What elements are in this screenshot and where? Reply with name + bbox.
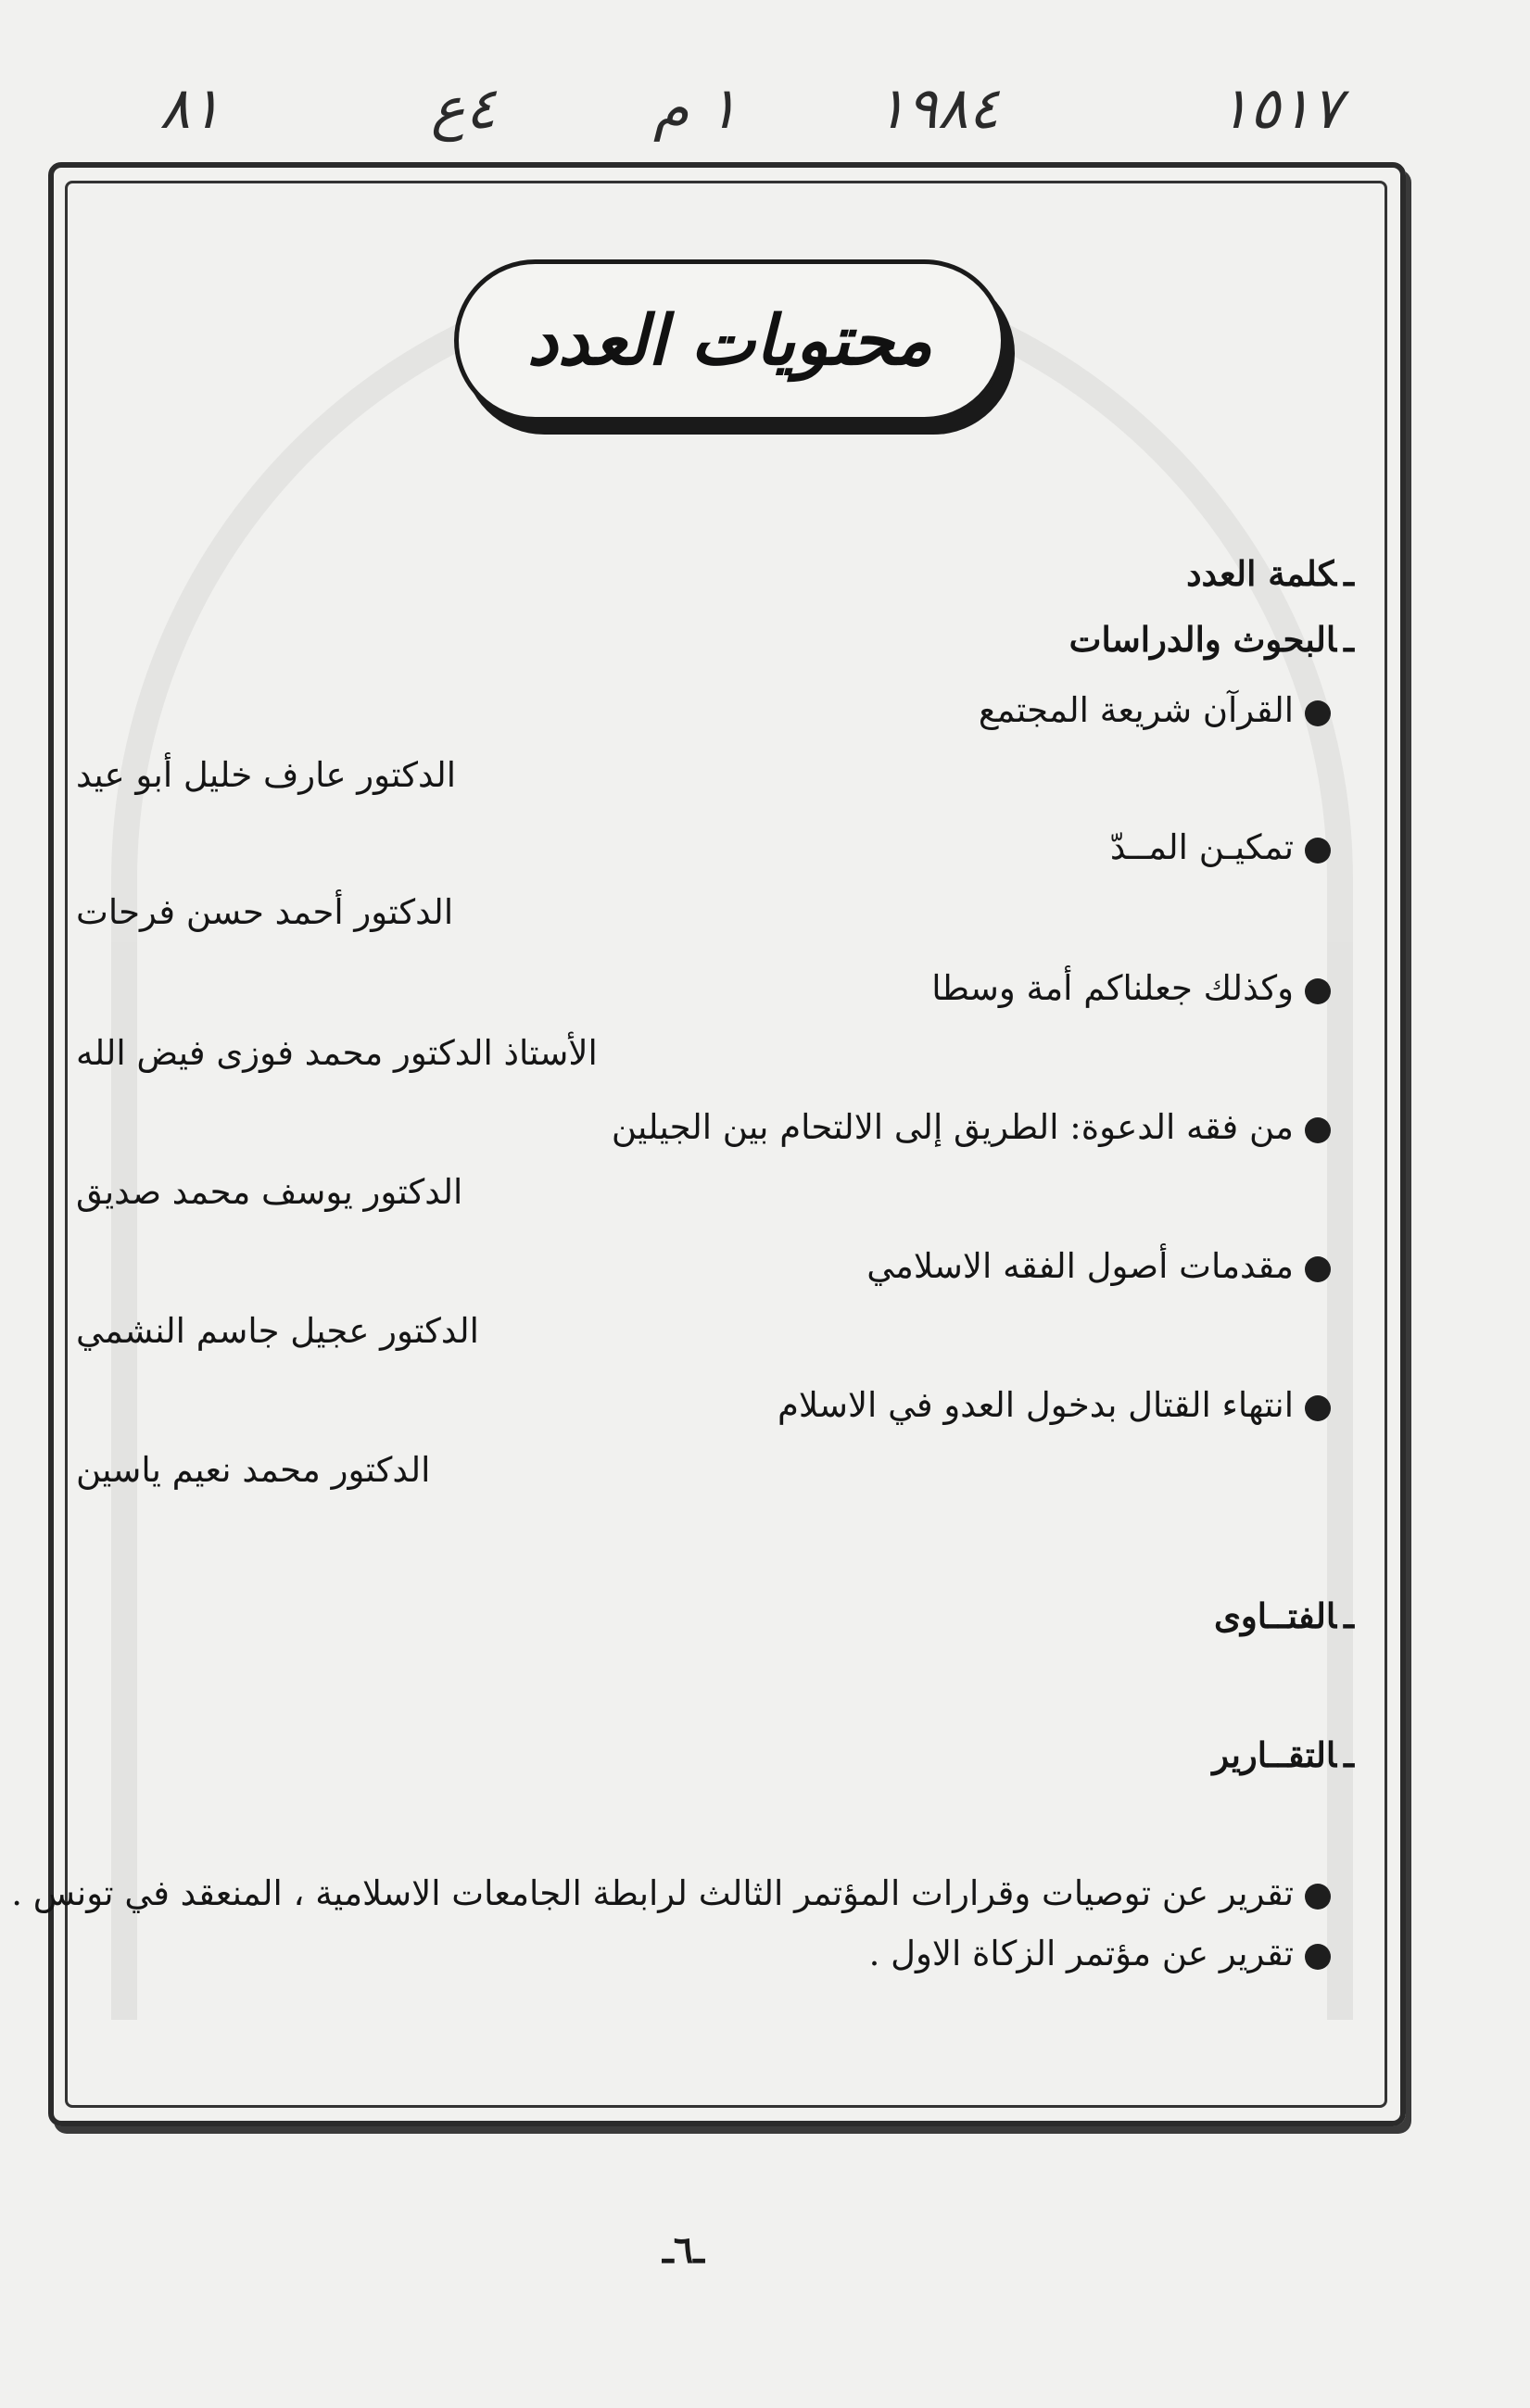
- report-item: [869, 1934, 1331, 1973]
- handwritten-note-mid-right: ١٩٨٤: [876, 74, 1000, 142]
- bullet-icon: [1305, 1256, 1331, 1282]
- bullet-icon: [1305, 1944, 1331, 1970]
- title-cartouche: [454, 259, 1005, 422]
- section-reports-label: التقــارير: [1212, 1734, 1337, 1775]
- handwritten-note-left: ٨١: [159, 74, 221, 142]
- article-title-text: وكذلك جعلناكم أمة وسطا: [931, 968, 1294, 1008]
- article-title-text: القرآن شريعة المجتمع: [978, 690, 1294, 730]
- article-author: الدكتور أحمد حسن فرحات: [76, 892, 454, 932]
- page-title: محتويات العدد: [526, 300, 933, 381]
- article-title: [931, 968, 1331, 1008]
- article-author: الدكتور محمد نعيم ياسين: [76, 1450, 431, 1490]
- report-item: [11, 1873, 1331, 1913]
- article-title: [1110, 827, 1331, 867]
- article-author: الدكتور يوسف محمد صديق: [76, 1172, 463, 1212]
- article-title: [612, 1107, 1331, 1147]
- article-title-text: مقدمات أصول الفقه الاسلامي: [866, 1246, 1294, 1286]
- section-fatwas-label: الفتــاوى: [1213, 1595, 1337, 1636]
- article-author: الأستاذ الدكتور محمد فوزى فيض الله: [76, 1033, 598, 1073]
- handwritten-note-middle: ١ م: [653, 74, 739, 142]
- bullet-icon: [1305, 700, 1331, 726]
- section-dash: ـ: [1344, 619, 1354, 660]
- page-number: ـ٦ـ: [663, 2228, 704, 2272]
- section-fatwas: [1214, 1595, 1354, 1636]
- article-title-text: من فقه الدعوة: الطريق إلى الالتحام بين الجيلين: [611, 1107, 1294, 1147]
- section-research: [1069, 619, 1354, 660]
- report-item-text: تقرير عن مؤتمر الزكاة الاول .: [868, 1934, 1294, 1973]
- bullet-icon: [1305, 1117, 1331, 1143]
- handwritten-note-mid-left: ٤ع: [431, 74, 497, 142]
- handwritten-note-right: ١٥١٧: [1219, 74, 1343, 142]
- section-dash: ـ: [1344, 1595, 1354, 1636]
- section-reports: [1212, 1734, 1354, 1775]
- article-title-text: انتهاء القتال بدخول العدو في الاسلام: [777, 1385, 1294, 1425]
- article-title-text: تمكيـن المــدّ: [1109, 827, 1294, 867]
- article-author: الدكتور عجيل جاسم النشمي: [76, 1311, 479, 1351]
- report-item-text: تقرير عن توصيات وقرارات المؤتمر الثالث لرابطة الجامعات الاسلامية ، المنعقد في تونس .: [11, 1873, 1294, 1913]
- bullet-icon: [1305, 978, 1331, 1004]
- bullet-icon: [1305, 838, 1331, 864]
- section-dash: ـ: [1344, 553, 1354, 594]
- bullet-icon: [1305, 1395, 1331, 1421]
- section-dash: ـ: [1344, 1734, 1354, 1775]
- article-title: [778, 1385, 1331, 1425]
- article-title: [979, 690, 1331, 730]
- article-title: [866, 1246, 1331, 1286]
- article-author: الدكتور عارف خليل أبو عيد: [76, 755, 457, 795]
- section-editorial-label: كلمة العدد: [1186, 553, 1337, 594]
- section-editorial: [1186, 553, 1354, 594]
- section-research-label: البحوث والدراسات: [1068, 619, 1337, 660]
- bullet-icon: [1305, 1884, 1331, 1910]
